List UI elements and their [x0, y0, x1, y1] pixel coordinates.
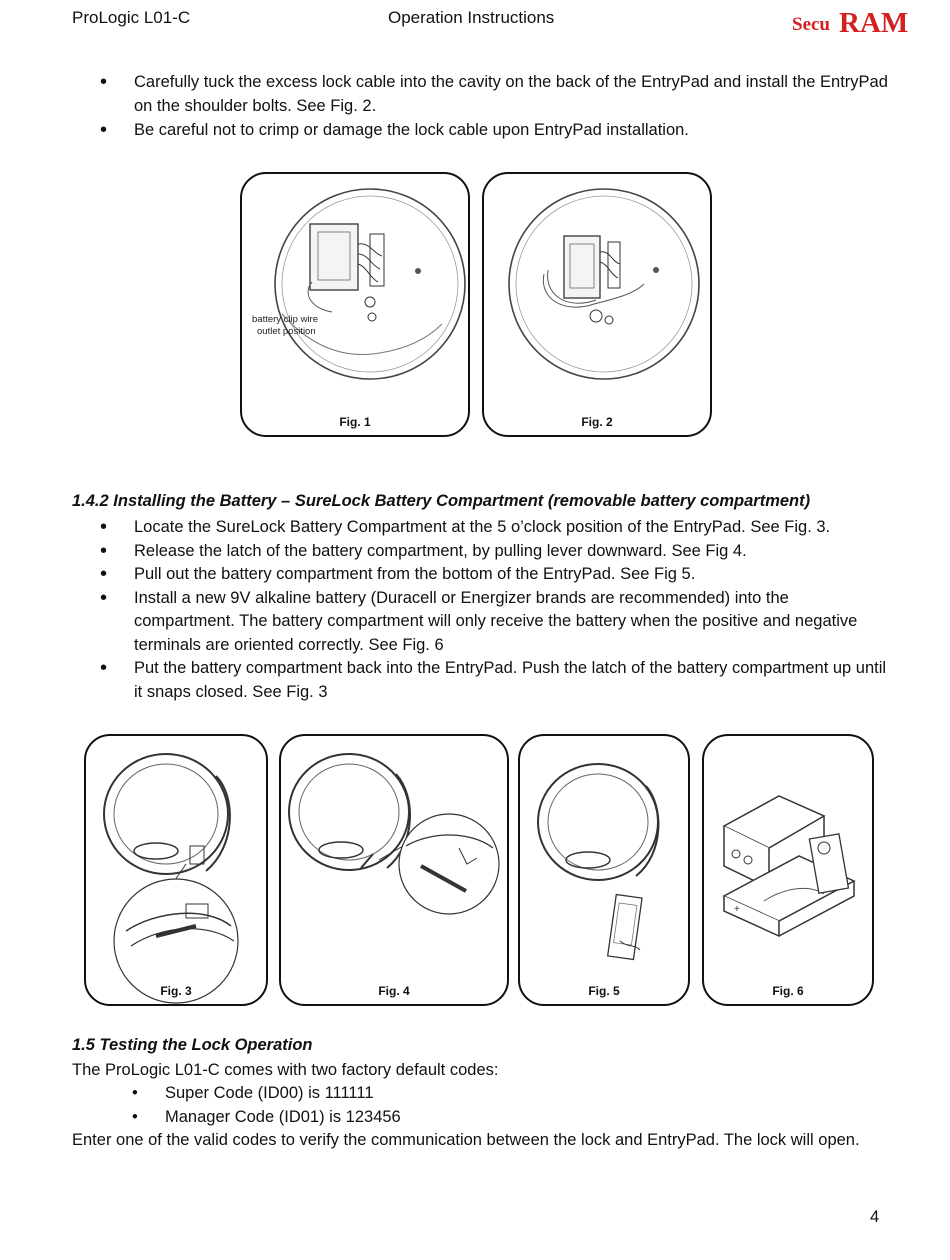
header-product: ProLogic L01-C	[72, 8, 191, 27]
fig1-note-line2: outlet position	[257, 326, 316, 337]
figure-2-panel	[482, 172, 712, 437]
compartment-removal-illustration	[520, 736, 690, 1006]
testing-closing: Enter one of the valid codes to verify the communication between the lock and EntryPad. The lock will open.	[72, 1131, 860, 1149]
figure-1-panel	[240, 172, 470, 437]
list-item: • Release the latch of the battery compartment, by pulling lever downward. See Fig 4.	[100, 540, 890, 564]
logo-text-small: Secu	[792, 14, 830, 35]
logo-text-large: RAM	[839, 7, 909, 36]
list-item: • Locate the SureLock Battery Compartment at the 5 o’clock position of the EntryPad. See Fig. 3.	[100, 516, 890, 540]
fig3-caption: Fig. 3	[160, 984, 192, 998]
fig4-caption: Fig. 4	[378, 984, 410, 998]
battery-insertion-illustration	[704, 736, 874, 1006]
figure-6-panel	[702, 734, 874, 1006]
list-item: • Pull out the battery compartment from the bottom of the EntryPad. See Fig 5.	[100, 563, 890, 587]
list-item: • Be careful not to crimp or damage the lock cable upon EntryPad installation.	[100, 119, 890, 143]
page-number: 4	[870, 1208, 880, 1226]
entrypad-installed-illustration	[484, 174, 712, 437]
battery-bullet-list	[100, 516, 890, 704]
entrypad-back-illustration	[242, 174, 470, 437]
list-item: • Manager Code (ID01) is 123456	[132, 1106, 401, 1130]
fig2-caption: Fig. 2	[581, 415, 613, 429]
fig1-caption: Fig. 1	[339, 415, 371, 429]
latch-release-illustration	[281, 736, 509, 1006]
entrypad-compartment-location-illustration	[86, 736, 268, 1006]
securam-logo	[792, 6, 916, 41]
figure-3-panel	[84, 734, 268, 1006]
header-doc-title: Operation Instructions	[388, 8, 555, 27]
list-item: • Super Code (ID00) is 111111	[132, 1082, 401, 1106]
figure-5-panel	[518, 734, 690, 1006]
testing-intro: The ProLogic L01-C comes with two factory default codes:	[72, 1061, 499, 1079]
fig5-caption: Fig. 5	[588, 984, 620, 998]
fig6-caption: Fig. 6	[772, 984, 804, 998]
default-code-list	[132, 1082, 401, 1129]
list-item: • Install a new 9V alkaline battery (Duracell or Energizer brands are recommended) into the compartment. The battery compartment will only receive the battery when the positive and negative terminals are oriented correctly. See Fig. 6	[100, 587, 890, 658]
battery-section-heading: 1.4.2 Installing the Battery – SureLock Battery Compartment (removable battery compartment)	[72, 492, 811, 510]
figure-4-panel	[279, 734, 509, 1006]
intro-bullet-list	[100, 71, 890, 143]
svg-text:+: +	[734, 904, 740, 915]
list-item: • Put the battery compartment back into the EntryPad. Push the latch of the battery compartment up until it snaps closed. See Fig. 3	[100, 657, 890, 704]
list-item: • Carefully tuck the excess lock cable into the cavity on the back of the EntryPad and install the EntryPad on the shoulder bolts. See Fig. 2.	[100, 71, 890, 118]
fig1-note-line1: battery clip wire	[252, 314, 318, 325]
testing-section-heading: 1.5 Testing the Lock Operation	[72, 1036, 313, 1054]
